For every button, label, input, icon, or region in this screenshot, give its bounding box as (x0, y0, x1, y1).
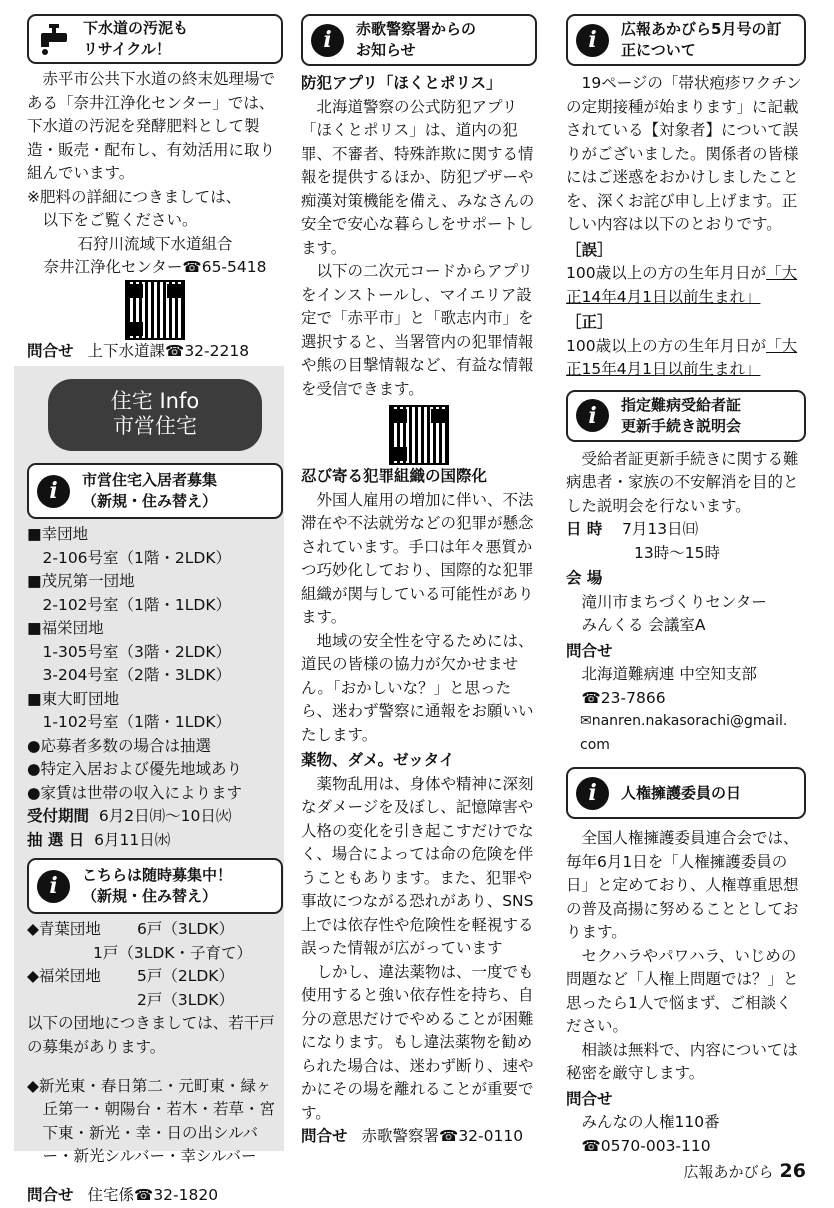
units: 6戸（3LDK） (137, 920, 234, 938)
wrong-text-a: 100歳以上の方の生年月日が (566, 264, 767, 282)
wrong-label: ［誤］ (566, 240, 613, 259)
anytime-row (27, 965, 283, 989)
nanbyo-inquiry-email-end[interactable]: com (580, 736, 610, 753)
inquiry-label: 問合せ (27, 1186, 74, 1204)
units: 1戸（3LDK・子育て） (93, 943, 252, 962)
correction-paragraph: 19ページの「帯状疱疹ワクチンの定期接種が始まります」に記載されている【対象者】について誤りがございました。関係者の皆様にはご迷惑をおかけしましたことを、深くお詫び申し上げます。正しい内容は以下のとおりです。 (566, 74, 802, 233)
lottery-date (27, 829, 283, 853)
nanbyo-inquiry-org: 北海道難病連 中空知支部 (581, 665, 757, 683)
housing-inquiry (27, 1184, 283, 1208)
anytime-paragraph: 以下の団地につきましては、若干戸の募集があります。 (27, 1014, 275, 1056)
police-header (301, 14, 537, 66)
police-subtitle-crime: 忍び寄る犯罪組織の国際化 (301, 467, 488, 485)
banner-line1: 住宅 Info (110, 389, 200, 413)
page-footer (684, 1160, 806, 1182)
sewage-title-line1: 下水道の汚泥も (83, 19, 189, 37)
police-title-line1: 赤歌警察署からの (356, 20, 477, 38)
column-1 (27, 14, 283, 1208)
nanbyo-title-line1: 指定難病受給者証 (621, 395, 742, 414)
anytime-row (27, 918, 283, 942)
info-icon: i (576, 399, 609, 432)
nanbyo-inquiry-phone: ☎23-7866 (581, 688, 666, 707)
housing-info-banner (48, 379, 262, 451)
housing-bullet: ●特定入居および優先地域あり (27, 760, 243, 778)
jinken-inquiry-label: 問合せ (566, 1089, 613, 1108)
nanbyo-inquiry-label: 問合せ (566, 641, 613, 660)
place-label: 会 場 (566, 569, 603, 587)
housing-header (27, 463, 283, 519)
period-label: 受付期間 (27, 807, 90, 825)
police-crime-paragraph2: 地域の安全性を守るためには、道民の皆様の協力が欠かせません。「おかしいな？」と思ったら、迷わず警察に通報をお願いいたします。 (301, 631, 534, 744)
date-label: 日 時 (566, 520, 603, 538)
room: 1-102号室（1階・1LDK） (42, 713, 231, 731)
police-drugs-paragraph2: しかし、違法薬物は、一度でも使用すると強い依存性を持ち、自分の意思だけでやめることが困難になります。もし違法薬物を勧められた場合は、迷わず断り、速やかにその場を離れることが重要です。 (301, 962, 534, 1122)
correction-header (566, 14, 806, 66)
page-number: 26 (779, 1160, 806, 1182)
jinken-paragraph1: 全国人権擁護委員連合会では、毎年6月1日を「人権擁護委員の日」と定めており、人権尊重思想の普及高揚に努めることとしております。 (566, 829, 799, 941)
info-icon: i (311, 24, 344, 57)
banner-line2: 市営住宅 (113, 414, 197, 438)
housing-bullet: ●家賃は世帯の収入によります (27, 783, 243, 802)
district: ■幸団地 (27, 525, 89, 543)
anytime-list (27, 918, 283, 1208)
sewage-note-line2: 以下をご覧ください。 (42, 211, 198, 229)
column-2 (301, 14, 537, 1149)
nanbyo-title-line2: 更新手続き説明会 (621, 416, 742, 435)
wrong-text (566, 262, 806, 309)
publication-name: 広報あかびら (683, 1163, 774, 1181)
jinken-paragraph2: セクハラやパワハラ、いじめの問題など「人権上問題では？」と思ったら1人で悩まず、ご相談ください。 (566, 946, 799, 1035)
inquiry-value: 上下水道課☎32-2218 (87, 341, 250, 360)
housing-list (27, 523, 283, 852)
place-value-2: みんくる 会議室A (581, 616, 706, 634)
sewage-qr-code[interactable] (127, 282, 183, 338)
jinken-inquiry-name: みんなの人権110番 (581, 1113, 720, 1131)
room: 3-204号室（2階・3LDK） (42, 666, 231, 684)
housing-title-line1: 市営住宅入居者募集 (82, 471, 218, 489)
sewage-center: 奈井江浄化センター☎65-5418 (43, 258, 267, 276)
police-inquiry (301, 1125, 537, 1149)
correction-title-line2: 正について (621, 41, 696, 59)
units: 2戸（3LDK） (137, 990, 234, 1009)
police-app-paragraph2: 以下の二次元コードからアプリをインストールし、マイエリア設定で「赤平市」と「歌志内市」を選択すると、当署管内の犯罪情報や熊の目撃情報など、有益な情報を受信できます。 (301, 262, 534, 398)
district: ■福栄団地 (27, 619, 104, 637)
police-subtitle-drugs: 薬物、ダメ。ゼッタイ (301, 751, 455, 769)
application-period (27, 805, 283, 829)
anytime-title-line1: こちらは随時募集中！ (82, 866, 233, 884)
sewage-note-line1: ※肥料の詳細につきましては、 (27, 187, 242, 206)
room: 1-305号室（3階・2LDK） (42, 642, 231, 661)
nanbyo-date (566, 518, 806, 542)
sewage-body: 赤平市公共下水道の終末処理場である「奈井江浄化センター」では、下水道の汚泥を発酵肥料として製造・販売・配布し、有効活用に取り組んでいます。 (27, 70, 276, 182)
anytime-district-list: ◆新光東・春日第二・元町東・緑ヶ丘第一・朝陽台・若木・若草・宮下東・新光・幸・日の出シルバー・新光シルバー・幸シルバー (27, 1076, 276, 1165)
district: ◆福栄団地 (27, 967, 101, 985)
info-icon: i (37, 870, 70, 903)
sewage-title-line2: リサイクル！ (83, 40, 171, 58)
correction-title-line1: 広報あかびら5月号の訂 (621, 20, 782, 38)
inquiry-label: 問合せ (301, 1127, 348, 1145)
wrong-text-b: 「大正14年4月1日以前生まれ」 (566, 264, 798, 306)
right-text-b: 「大正15年4月1日以前生まれ」 (566, 336, 798, 378)
police-app-paragraph1: 北海道警察の公式防犯アプリ「ほくとポリス」は、道内の犯罪、不審者、特殊詐欺に関する情報を提供するほか、防犯ブザーや痴漢対策機能を備え、みなさんの安全で安心な暮らしをサポートします。 (301, 97, 535, 257)
lottery-label: 抽 選 日 (27, 830, 85, 849)
inquiry-value: 住宅係☎32-1820 (87, 1186, 219, 1204)
nanbyo-inquiry-email[interactable]: ✉nanren.nakasorachi@gmail. (580, 713, 788, 729)
column-3 (566, 14, 806, 1158)
jinken-title: 人権擁護委員の日 (621, 783, 742, 802)
police-crime-paragraph1: 外国人雇用の増加に伴い、不法滞在や不法就労などの犯罪が懸念されています。手口は年々悪質かつ巧妙化しており、国際的な犯罪組織が関与している可能性があります。 (301, 490, 534, 626)
right-text (566, 335, 806, 382)
police-title-line2: お知らせ (356, 41, 416, 59)
jinken-inquiry-phone: ☎0570-003-110 (581, 1136, 711, 1155)
nanbyo-header (566, 390, 806, 442)
room: 2-106号室（1階・2LDK） (42, 548, 231, 567)
place-value-1: 滝川市まちづくりセンター (581, 592, 767, 611)
sewage-header (27, 14, 283, 64)
sewage-inquiry (27, 340, 283, 364)
date-value: 7月13日㈰ (622, 520, 699, 538)
lottery-value: 6月11日㈬ (94, 830, 171, 849)
housing-bullet: ●応募者多数の場合は抽選 (27, 736, 212, 755)
sewage-org: 石狩川流域下水道組合 (77, 234, 233, 253)
period-value: 6月2日㈪〜10日㈫ (98, 807, 232, 825)
inquiry-label: 問合せ (27, 341, 74, 360)
anytime-title-line2: （新規・住み替え） (82, 887, 218, 905)
info-icon: i (37, 475, 70, 508)
right-text-a: 100歳以上の方の生年月日が (566, 336, 767, 355)
nanbyo-time: 13時〜15時 (634, 543, 720, 562)
inquiry-value: 赤歌警察署☎32-0110 (361, 1127, 524, 1145)
district: ■東大町団地 (27, 689, 120, 708)
info-icon: i (576, 24, 609, 57)
police-app-qr-code[interactable] (391, 407, 447, 463)
police-subtitle-app: 防犯アプリ「ほくとポリス」 (301, 74, 502, 92)
jinken-paragraph3: 相談は無料で、内容については秘密を厳守します。 (566, 1040, 798, 1082)
anytime-header (27, 858, 283, 914)
nanbyo-paragraph: 受給者証更新手続きに関する難病患者・家族の不安解消を目的とした説明会を行ないます。 (566, 449, 799, 515)
district: ◆青葉団地 (27, 920, 101, 938)
faucet-icon (37, 22, 71, 56)
info-icon: i (576, 777, 609, 810)
police-drugs-paragraph1: 薬物乱用は、身体や精神に深刻なダメージを及ぼし、記憶障害や人格の変化を引き起こすだけでなく、場合によっては命の危険を伴うこともあります。また、犯罪や事故につながる恐れがあり、SNS上では依存性や危険性を軽視する誤った情報が広がっています (301, 774, 534, 957)
right-label: ［正］ (566, 313, 613, 331)
housing-title-line2: （新規・住み替え） (82, 492, 218, 510)
jinken-header (566, 767, 806, 819)
units: 5戸（2LDK） (137, 967, 234, 985)
room: 2-102号室（1階・1LDK） (42, 595, 231, 614)
district: ■茂尻第一団地 (27, 572, 135, 590)
